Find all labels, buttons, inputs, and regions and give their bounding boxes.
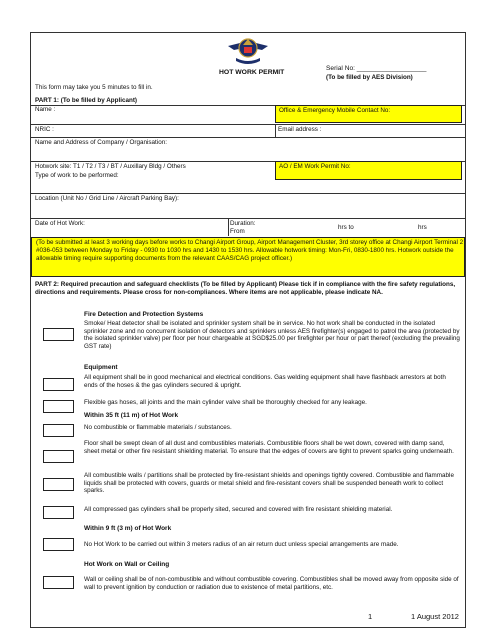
- checkbox-no-combustible[interactable]: [43, 424, 74, 437]
- serial-field[interactable]: Serial No: ___________________: [326, 65, 427, 72]
- checkbox-walls-partitions[interactable]: [43, 478, 74, 491]
- submission-notice: [31, 237, 465, 277]
- divider: [228, 218, 229, 236]
- page-number: 1: [368, 612, 373, 621]
- ao-permit-field[interactable]: [275, 161, 462, 180]
- item-walls-partitions: All combustible walls / partitions shall be protected by fire-resistant shields and openings tightly covered. Combustible and flammable liquids shall be protected with covers, guards or metal shield and fire-resistant covers shall be suspended beneath work to collect sparks.: [84, 472, 454, 495]
- checkbox-wall-noncombustible[interactable]: [43, 576, 74, 589]
- contact-field-label: Office & Emergency Mobile Contact No:: [279, 107, 391, 114]
- notice-text: (To be submitted at least 3 working days before works to Changi Airport Group, Airport Management Cluster, 3rd storey office at Changi Airport Terminal 2 #036-053 between Monday to Friday - 0930 to 1030 hrs and 1430 to 1530 hrs. Allowable hotwork timing: Mon-Fri, 0830-1800 hrs. Hotwork outside the allowable timing require supporting documents from the relevant CAAS/CAG project officer.): [36, 239, 464, 262]
- item-flexible-hoses: Flexible gas hoses, all joints and the main cylinder valve shall be thoroughly checked for any leakage.: [84, 399, 367, 406]
- hotwork-site-label[interactable]: Hotwork site: T1 / T2 / T3 / BT / Auxillary Bldg / Others: [35, 163, 186, 170]
- item-wall-noncombustible: Wall or ceiling shall be of non-combustible and without combustible covering. Combustibles shall be moved away from opposite side of wall to prevent ignition by conduction or radiation due to existence of metal partitions, etc.: [84, 576, 459, 591]
- date-field-label[interactable]: Date of Hot Work:: [35, 220, 85, 227]
- location-field-label[interactable]: Location (Unit No / Grid Line / Aircraft Parking Bay):: [35, 195, 179, 202]
- hrs-to-label: hrs to: [338, 224, 354, 231]
- name-field-label[interactable]: Name :: [35, 106, 56, 113]
- checkbox-smoke-detector[interactable]: [43, 328, 74, 341]
- part1-heading: PART 1: (To be filled by Applicant): [35, 97, 138, 104]
- from-label: From: [230, 228, 245, 235]
- nric-field-label[interactable]: NRIC :: [35, 126, 54, 133]
- section-equipment: Equipment: [84, 364, 118, 371]
- item-no-hot-work-3m: No Hot Work to be carried out within 3 meters radius of an air return duct unless special arrangements are made.: [84, 541, 399, 548]
- work-type-label[interactable]: Type of work to be performed:: [35, 172, 119, 179]
- checkbox-equipment-condition[interactable]: [43, 378, 74, 391]
- ao-permit-label: AO / EM Work Permit No:: [279, 163, 351, 170]
- footer-date: 1 August 2012: [411, 612, 459, 621]
- duration-label: Duration:: [230, 220, 256, 227]
- checkbox-gas-cylinders[interactable]: [43, 506, 74, 519]
- serial-note: (To be filled by AES Division): [326, 74, 413, 81]
- section-within-35ft: Within 35 ft (11 m) of Hot Work: [84, 412, 179, 419]
- checkbox-no-hot-work-3m[interactable]: [43, 538, 74, 551]
- company-field-label[interactable]: Name and Address of Company / Organisation:: [35, 139, 167, 146]
- contact-field[interactable]: [275, 105, 462, 123]
- item-no-combustible: No combustible or flammable materials / substances.: [84, 424, 232, 431]
- checkbox-flexible-hoses[interactable]: [43, 400, 74, 413]
- time-note: This form may take you 5 minutes to fill in.: [35, 84, 153, 91]
- divider: [30, 124, 466, 125]
- checkbox-floor-swept[interactable]: [43, 450, 74, 463]
- section-fire-detection: Fire Detection and Protection Systems: [84, 311, 204, 318]
- section-wall-ceiling: Hot Work on Wall or Ceiling: [84, 561, 170, 568]
- part2-heading: PART 2: Required precaution and safeguard checklists (To be filled by Applicant) Please tick if in compliance with the fire safety regulations, directions and requirements. Please cross for non-compliances. Where items are not applicable, please indicate NA.: [35, 281, 456, 296]
- item-smoke-detector: Smoke/ Heat detector shall be isolated and sprinkler system shall be in service. No hot work shall be conducted in the isolated sprinkler zone and no concurrent isolation of detectors and sprinklers unless AES firefighter(s) engaged to patrol the area (protected by the isolated sprinkler valve) per floor per hour chargeable at SGD$25.00 per firefighter per hour or part thereof (excluding the prevailing GST rate): [84, 320, 460, 351]
- divider: [275, 124, 276, 137]
- item-equipment-condition: All equipment shall be in good mechanical and electrical conditions. Gas welding equipment shall have flashback arrestors at both ends of the hoses & the gas cylinders secured & upright.: [84, 374, 446, 389]
- divider: [30, 218, 466, 219]
- item-gas-cylinders: All compressed gas cylinders shall be properly sited, secured and covered with fire resistant shielding material.: [84, 506, 393, 513]
- divider: [30, 137, 466, 138]
- aes-crest-logo-icon: [226, 34, 270, 68]
- divider: [30, 193, 466, 194]
- section-within-9ft: Within 9 ft (3 m) of Hot Work: [84, 525, 172, 532]
- page-title: HOT WORK PERMIT: [219, 69, 285, 76]
- hrs-label: hrs: [418, 224, 427, 231]
- email-field-label[interactable]: Email address :: [278, 126, 322, 133]
- item-floor-swept: Floor shall be swept clean of all dust and combustibles materials. Combustible floors shall be wet down, covered with damp sand, sheet metal or other fire resistant shielding material. To ensure that the edges of covers are tight to prevent sparks going underneath.: [84, 440, 454, 455]
